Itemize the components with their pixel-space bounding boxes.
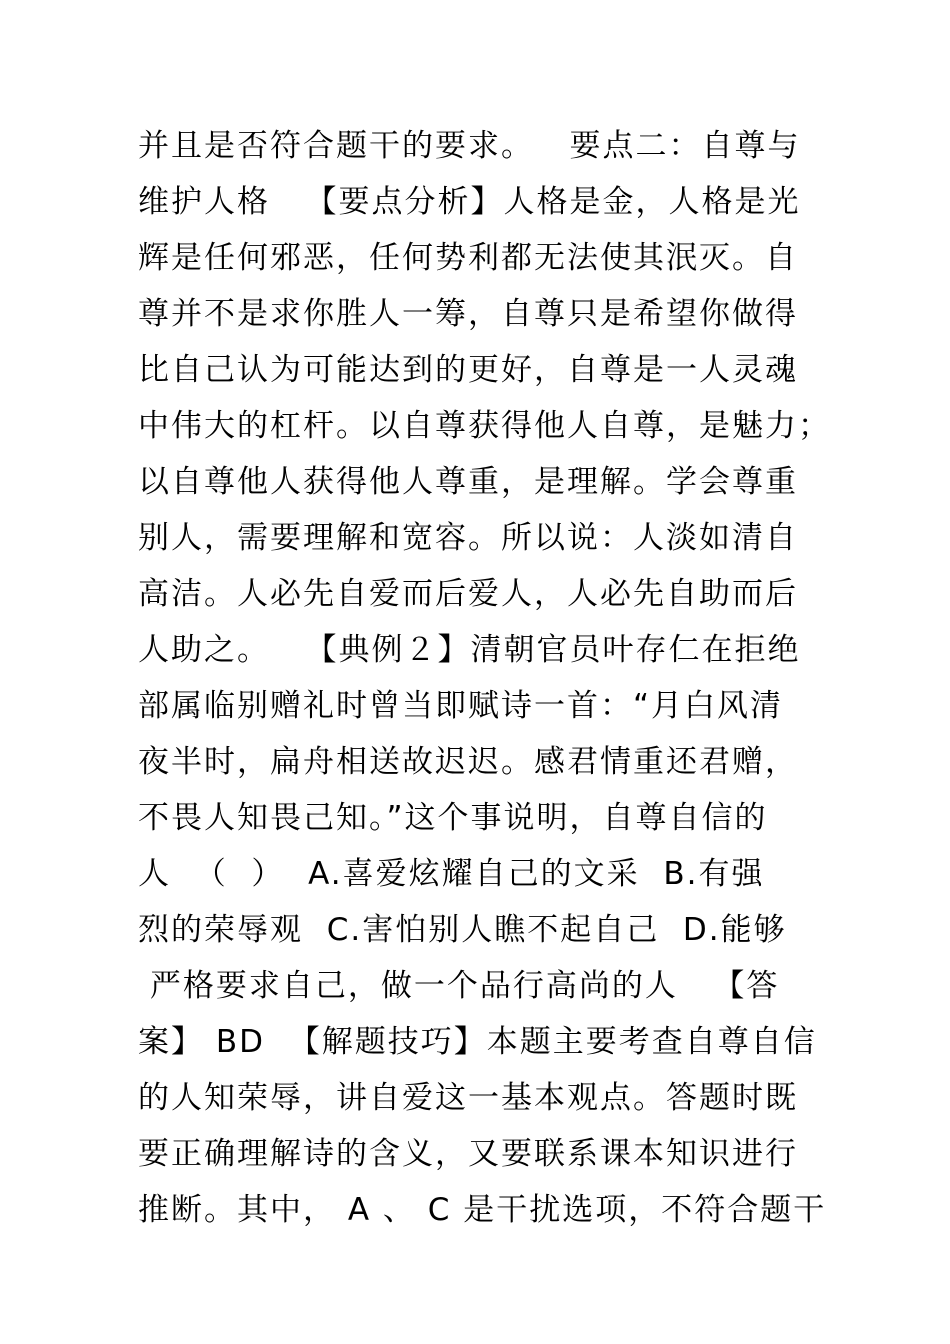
text-line: 别人，需要理解和宽容。所以说：人淡如清自 (138, 520, 798, 556)
text-line: 推断。其中， A 、 C 是干扰选项，不符合题干 (138, 1192, 827, 1228)
text-line: 高洁。人必先自爱而后爱人，人必先自助而后 (138, 576, 798, 612)
text-line: 部属临别赠礼时曾当即赋诗一首：“月白风清 (138, 688, 784, 724)
text-line: 不畏人知畏己知。”这个事说明，自尊自信的 (138, 800, 768, 836)
text-line: 维护人格 【要点分析】人格是金，人格是光 (138, 184, 801, 220)
text-line: 并且是否符合题干的要求。 要点二：自尊与 (138, 128, 801, 164)
text-line: 的人知荣辱，讲自爱这一基本观点。答题时既 (138, 1080, 798, 1116)
text-line: 案】 BD 【解题技巧】本题主要考查自尊自信 (138, 1024, 817, 1060)
text-line: 辉是任何邪恶，任何势利都无法使其泯灭。自 (138, 240, 798, 276)
text-line: 烈的荣辱观 C.害怕别人瞧不起自己 D.能够 (138, 912, 787, 948)
text-line: 比自己认为可能达到的更好，自尊是一人灵魂 (138, 352, 798, 388)
text-line: 中伟大的杠杆。以自尊获得他人自尊，是魅力； (138, 408, 831, 444)
text-line: 夜半时，扁舟相送故迟迟。感君情重还君赠， (138, 744, 798, 780)
text-line: 人 （ ） A.喜爱炫耀自己的文采 B.有强 (138, 856, 765, 892)
body-text (138, 118, 838, 1238)
text-line: 人助之。 【典例２】清朝官员叶存仁在拒绝 (138, 632, 801, 668)
text-line: 严格要求自己，做一个品行高尚的人 【答 (138, 968, 780, 1004)
text-line: 尊并不是求你胜人一筹，自尊只是希望你做得 (138, 296, 798, 332)
text-line: 以自尊他人获得他人尊重，是理解。学会尊重 (138, 464, 798, 500)
text-line: 要正确理解诗的含义，又要联系课本知识进行 (138, 1136, 798, 1172)
